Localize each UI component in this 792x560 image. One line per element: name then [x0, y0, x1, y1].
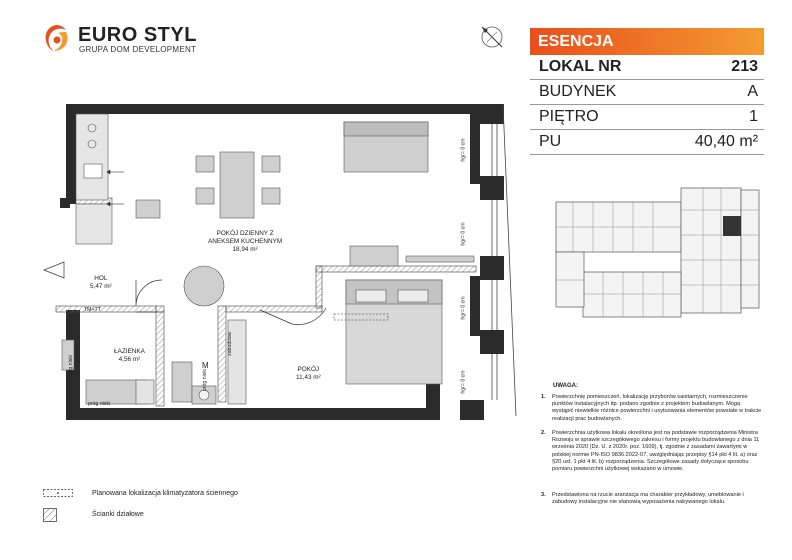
room-name: ANEKSEM KUCHENNYM: [208, 238, 283, 245]
room-area: 4,56 m²: [118, 356, 141, 363]
room-name: POKÓJ: [297, 366, 320, 373]
info-value: 40,40 m²: [694, 133, 758, 150]
info-value: 1: [749, 108, 758, 125]
north-compass-icon: [479, 24, 505, 50]
note-text: Przedstawiona na rzucie aranżacja ma charakter przykładowy, umeblowanie i zabudowy instalacyjne nie stanowią wyposażenia nabywanego lokalu.: [552, 492, 744, 506]
note-text: Powierzchnia użytkowa lokalu określona jest na podstawie rozporządzenia Ministra Rozwoju w sprawie szczegółowego zakresu i formy projektu budowlanego z dnia 11 września 2020 (Dz. U. z 2020r. poz. 1609), tj. zgodnie z zasadami zawartymi w polskiej normie PN-ISO 9836:2022-07, uwzględniając przepisy §14 pkt 4 lit. a) oraz §20 ust. 1 pkt 4 lit. b) rozporządzenia. Szczegółowe zasady dotyczące sposobu pomiaru powierzchni użytkowej wskazano w umowie.: [552, 430, 760, 473]
info-row-pu: [530, 130, 764, 155]
info-value: A: [747, 83, 758, 100]
investment-header: [530, 28, 764, 55]
notes-title: UWAGA:: [553, 383, 578, 389]
note-text: Powierzchnię pomieszczeń, lokalizację przyborów sanitarnych, rozmieszczenie punktów instalacyjnych itp. podano zgodnie z projektem budowlanym. Mogą wystąpić niewielkie różnice powierzchni i usytuowania elementów powstałe w trakcie realizacji prac budowlanych.: [552, 394, 762, 422]
info-label: LOKAL NR: [539, 58, 622, 75]
info-label: BUDYNEK: [539, 83, 617, 100]
threshold-label: próg niski: [88, 401, 111, 407]
legend-ac-label: Planowana lokalizacja klimatyzatora ściennego: [92, 490, 238, 497]
threshold-label: próg niski: [202, 368, 209, 392]
m-label: M: [202, 361, 209, 370]
sill-height-label: hgr= 0 cm: [460, 370, 467, 394]
info-label: PU: [539, 133, 562, 150]
note-number: 3.: [541, 492, 546, 498]
room-name: ŁAZIENKA: [114, 348, 145, 355]
euro-styl-logo-icon: [40, 22, 72, 54]
investment-name: ESENCJA: [538, 33, 614, 50]
legend-walls-label: Ścianki działowe: [92, 511, 144, 518]
sill-height-label: hgr= 0 cm: [460, 138, 467, 162]
room-name: HOL: [94, 275, 108, 282]
note-item: [541, 394, 763, 424]
hall-label: [90, 275, 112, 291]
note-item: [541, 430, 763, 490]
partition-wall-icon: [43, 508, 57, 522]
note-item: [541, 492, 763, 516]
bathroom-label: [114, 348, 145, 364]
room-area: 11,43 m²: [296, 374, 321, 381]
sill-height-label: hgr= 0 cm: [460, 296, 467, 320]
brand-subtitle: GRUPA DOM DEVELOPMENT: [79, 45, 197, 54]
info-row-budynek: [530, 80, 764, 105]
brand-name: EURO STYL: [78, 24, 197, 46]
room-area: 18,94 m²: [232, 246, 258, 253]
built-in-label: zabudowa: [226, 332, 233, 356]
note-number: 1.: [541, 394, 546, 400]
room-area: 5,47 m²: [90, 283, 112, 290]
note-number: 2.: [541, 430, 546, 436]
room-name: POKÓJ DZIENNY Z: [216, 230, 274, 237]
info-row-pietro: [530, 105, 764, 130]
threshold-label: próg niski: [68, 354, 75, 378]
air-conditioner-icon: [43, 489, 73, 497]
tm-tt-label: TM+TT: [84, 307, 101, 313]
floor-plan: [40, 100, 520, 440]
floor-plan-drawing: [40, 100, 520, 440]
info-value: 213: [731, 58, 758, 75]
info-label: PIĘTRO: [539, 108, 599, 125]
bedroom-label: [296, 366, 321, 382]
building-key-plan: [553, 180, 763, 320]
sill-height-label: hgr= 0 cm: [460, 222, 467, 246]
info-row-lokal: [530, 55, 764, 80]
highlighted-unit: [723, 216, 741, 236]
living-room-label: [208, 230, 282, 254]
